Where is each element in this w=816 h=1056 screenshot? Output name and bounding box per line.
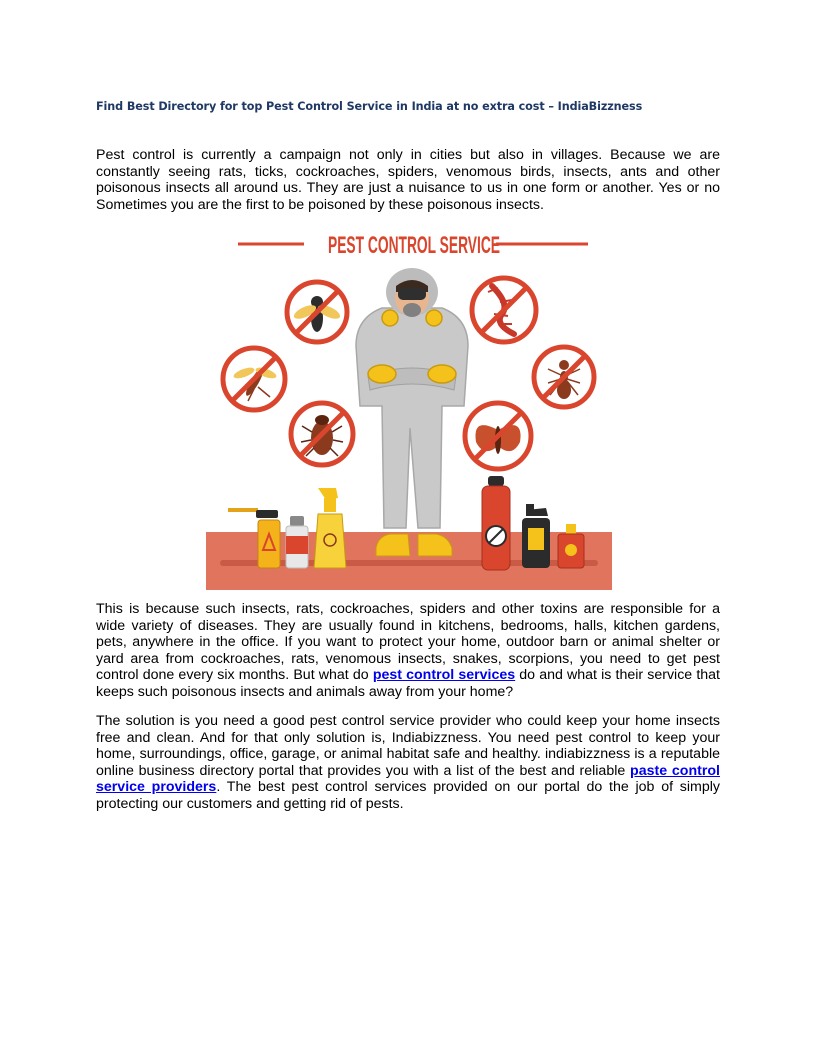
mosquito-icon xyxy=(223,348,285,410)
paste-control-service-providers-link[interactable]: paste control service providers xyxy=(96,762,720,796)
pest-control-illustration xyxy=(206,228,612,590)
small-bottle-icon xyxy=(558,524,584,568)
paragraph-intro: Pest control is currently a campaign not only in cities but also in villages. Because we are constantly seeing rats, ticks, cockroaches, spiders, venomous birds, insects, ants and other poisonous insects all around us. They are just a nuisance to us in one form or another. Yes or no Sometimes you are the first to be poisoned by these poisonous insects. xyxy=(96,147,720,213)
exterminator-figure xyxy=(356,268,468,556)
document-title: Find Best Directory for top Pest Control Service in India at no extra cost – IndiaBizzness xyxy=(96,100,643,113)
cockroach-icon xyxy=(291,403,353,465)
small-spray-can-icon xyxy=(286,516,308,568)
pump-sprayer-icon xyxy=(482,476,510,570)
trigger-spray-bottle-icon xyxy=(314,488,346,568)
paragraph-diseases: This is because such insects, rats, cockroaches, spiders and other toxins are responsible for a wide variety of diseases. They are usually found in kitchens, bedrooms, halls, kitchen gardens, pets, anywhere in the office. If you want to protect your home, outdoor barn or animal shelter or yard area from cockroaches, rats, venomous insects, snakes, scorpions, you need to get pest control done every six months. But what do pest control services do and what is their service that keeps such poisonous insects and animals away from your home? xyxy=(96,601,720,700)
banner-text: PEST CONTROL SERVICE xyxy=(328,232,500,259)
pest-control-services-link[interactable]: pest control services xyxy=(372,667,516,684)
fly-icon xyxy=(287,282,347,342)
ant-icon xyxy=(534,347,594,407)
paragraph-solution: The solution is you need a good pest control service provider who could keep your home insects free and clean. And for that only solution is, Indiabizzness. You need pest control to keep your home, surroundings, office, garage, or animal habitat safe and healthy. indiabizzness is a reputable online business directory portal that provides you with a list of the best and reliable paste control service providers. The best pest control services provided on our portal do the job of simply protecting our customers and getting rid of pests. xyxy=(96,713,720,812)
hand-sprayer-icon xyxy=(522,504,550,568)
moth-icon xyxy=(465,403,531,469)
centipede-icon xyxy=(472,278,536,342)
